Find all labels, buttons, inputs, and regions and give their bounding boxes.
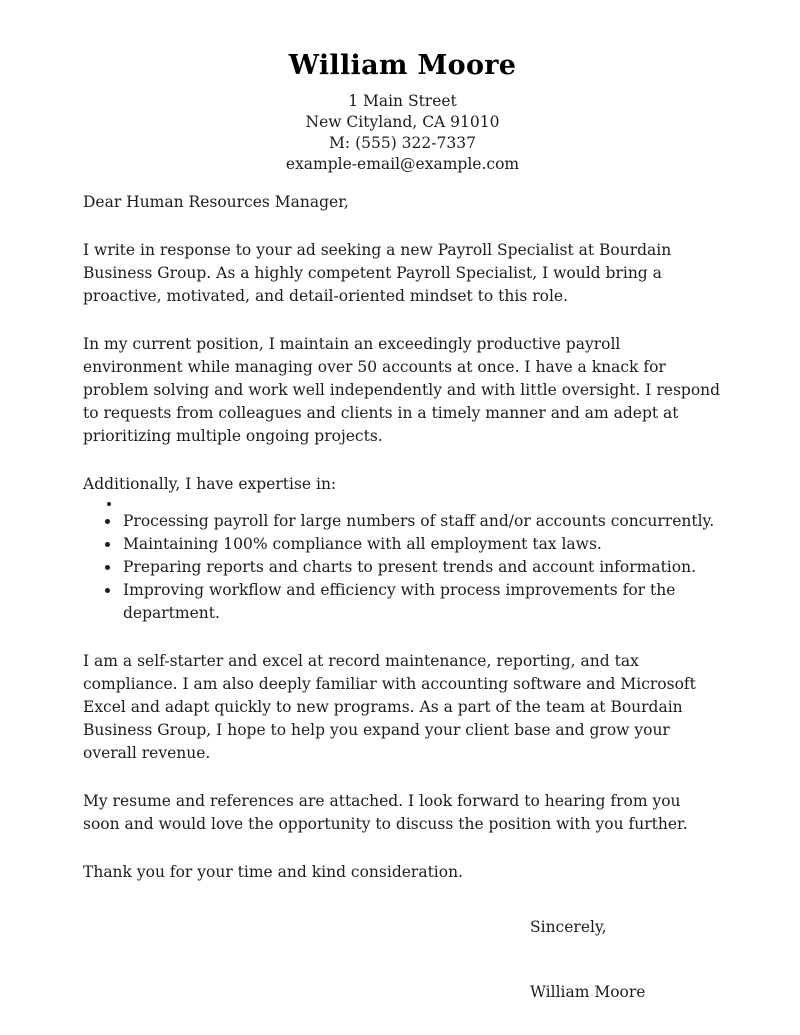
paragraph-thanks: Thank you for your time and kind consideration. (83, 863, 463, 881)
address-line-1: 1 Main Street (348, 92, 457, 110)
signature-name: William Moore (530, 983, 646, 1001)
expertise-intro: Additionally, I have expertise in: (83, 475, 337, 493)
bullet-item-reports: • Preparing reports and charts to present trends and account information. (121, 556, 722, 579)
paragraph-intro: I write in response to your ad seeking a new Payroll Specialist at Bourdain Business Group. As a highly competent Payroll Specialist, I would bring a proactive, motivated, and detail-oriented mindset to this role. (83, 241, 672, 305)
signoff: Sincerely, (530, 918, 607, 936)
paragraph-self-starter: I am a self-starter and excel at record maintenance, reporting, and tax compliance. I am also deeply familiar with accounting software and Microsoft Excel and adapt quickly to new programs. As a part of the team at Bourdain Business Group, I hope to help you expand your client base and grow your overall revenue. (83, 652, 696, 762)
paragraph-current-position: In my current position, I maintain an exceedingly productive payroll environment while managing over 50 accounts at once. I have a knack for problem solving and work well independently and with little oversight. I respond to requests from colleagues and clients in a timely manner and am adept at prioritizing multiple ongoing projects. (83, 335, 721, 445)
address-line-2: New Cityland, CA 91010 (305, 113, 500, 131)
email-line: example-email@example.com (285, 155, 520, 173)
bullet-item-processing-payroll: • Processing payroll for large numbers of staff and/or accounts concurrently. (121, 510, 722, 533)
applicant-name: William Moore (288, 50, 517, 81)
letter-body (83, 191, 722, 1004)
expertise-bullet-list (83, 496, 722, 625)
signoff-block (530, 916, 722, 1004)
bullet-item-workflow: • Improving workflow and efficiency with process improvements for the department. (121, 579, 722, 625)
phone-line: M: (555) 322-7337 (329, 134, 476, 152)
paragraph-resume-attached: My resume and references are attached. I look forward to hearing from you soon and would love the opportunity to discuss the position with you further. (83, 792, 688, 833)
letter-header (83, 50, 722, 175)
bullet-item-empty (121, 496, 722, 510)
bullet-item-compliance: • Maintaining 100% compliance with all employment tax laws. (121, 533, 722, 556)
salutation: Dear Human Resources Manager, (83, 193, 349, 211)
